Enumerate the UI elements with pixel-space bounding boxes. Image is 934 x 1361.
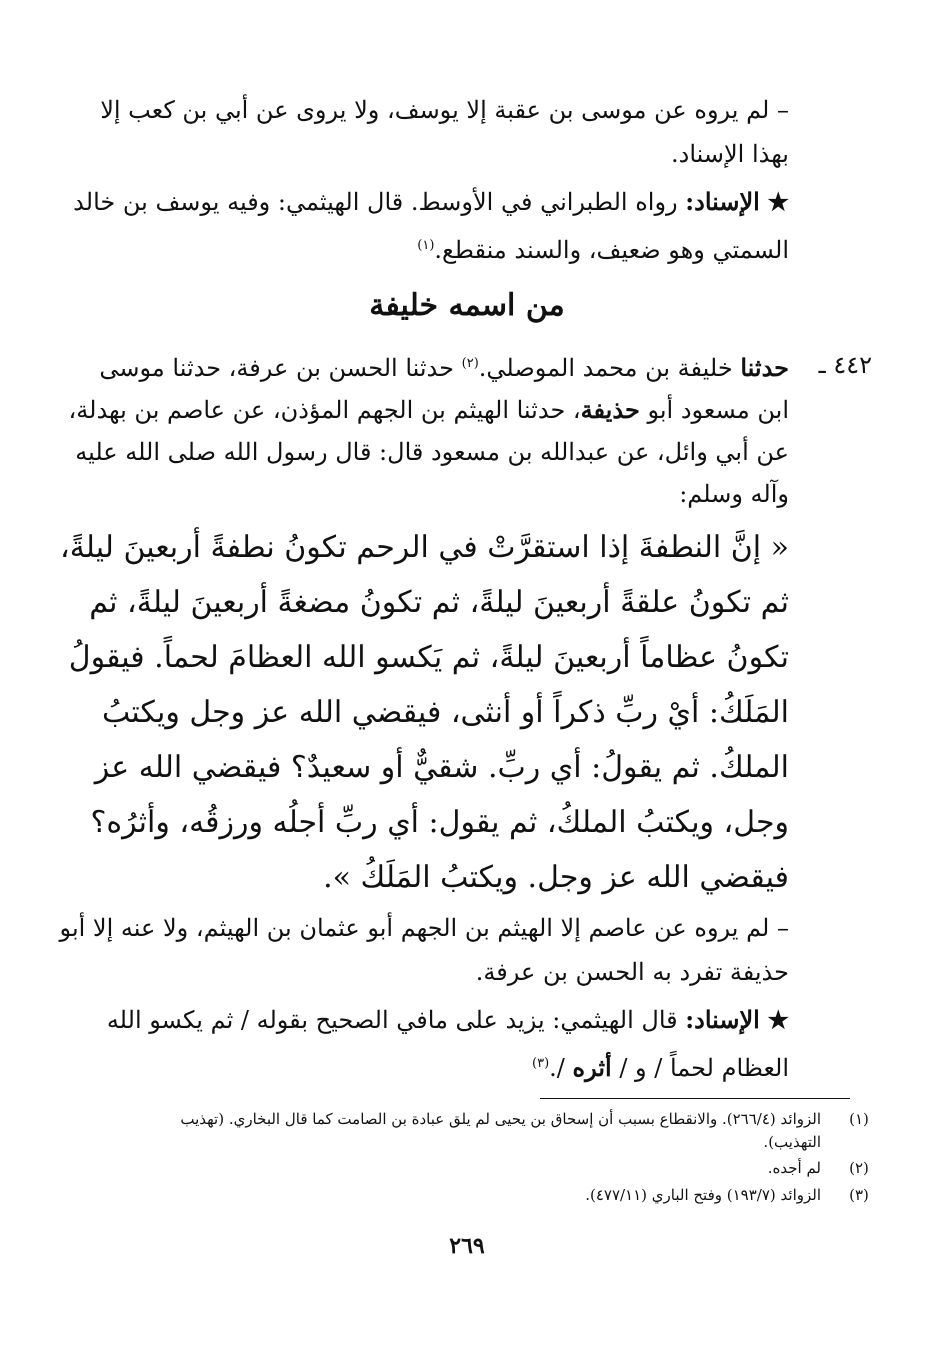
isnad-1-text-1: رواه الطبراني في الأوسط. قال الهيثمي: وفيه يوسف بن خالد [73,188,678,216]
matn-line-5: الملكُ. ثم يقولُ: أي ربِّ. شقيٌّ أو سعيدٌ؟ فيقضي الله عز [94,750,789,785]
hadith-matn [60,520,789,905]
matn-line-4: المَلَكُ: أيْ ربِّ ذكراً أو أنثى، فيقضي الله عز وجل ويكتبُ [101,695,789,730]
isnad-1-star: ★ [767,187,789,216]
hadith-number: ٤٤٢ ـ [818,351,872,379]
footnote-1-line-1: الزوائد (٢٦٦/٤). والانقطاع بسبب أن إسحاق بن يحيى لم يلق عبادة بن الصامت كما قال البخاري. (تهذيب [180,1110,821,1128]
chain-line-2a: ابن مسعود أبو [647,396,789,424]
isnad-2-line-1 [106,998,789,1042]
footnote-ref-1[interactable]: (١) [417,238,435,253]
isnad-1-line-2 [109,224,789,272]
footnote-3 [99,1184,879,1207]
isnad-1-line-1 [73,180,789,224]
footnote-ref-2[interactable]: (٢) [461,356,479,371]
footnote-1-number: (١) [849,1110,869,1128]
pre-note [100,88,789,176]
chain-line-2-bold: حذيفة [580,395,640,424]
post-note [59,906,789,994]
footnote-3-number: (٣) [849,1186,869,1204]
chain-line-2b: ، حدثنا الهيثم بن الجهم المؤذن، عن عاصم بن بهدلة، [68,396,581,424]
isnad-2-text-2a: العظام لحماً / و / [619,1054,789,1082]
matn-line-1: « إنَّ النطفةَ إذا استقرَّتْ في الرحم تكونُ نطفةً أربعينَ ليلةً، [60,530,789,565]
isnad-1 [73,180,789,272]
post-note-line-1: – لم يروه عن عاصم إلا الهيثم بن الجهم أبو عثمان بن الهيثم، ولا عنه إلا أبو [59,914,789,942]
isnad-2-bold: أثره [572,1053,612,1082]
section-heading: من اسمه خليفة [369,288,565,323]
chain-line-1a: خليفة بن محمد الموصلي. [478,354,733,382]
chain-line-1 [99,343,789,389]
post-note-line-2: حذيفة تفرد به الحسن بن عرفة. [475,958,789,986]
isnad-2-label: الإسناد: [685,1005,760,1034]
footnote-ref-3[interactable]: (٣) [532,1056,550,1071]
isnad-2-star: ★ [767,1005,789,1034]
matn-line-6: وجل، ويكتبُ الملكُ، ثم يقول: أي ربِّ أجلُه ورزقُه، وأثرُه؟ [90,805,789,840]
isnad-2-text-1: قال الهيثمي: يزيد على مافي الصحيح بقوله / ثم يكسو الله [106,1006,678,1034]
chain-line-4: وآله وسلم: [679,480,789,508]
pre-note-line-2: بهذا الإسناد. [671,140,789,168]
chain-line-1b: حدثنا الحسن بن عرفة، حدثنا موسى [99,354,454,382]
matn-line-7: فيقضي الله عز وجل. ويكتبُ المَلَكُ ». [323,860,789,895]
footnote-3-line-1: الزوائد (١٩٣/٧) وفتح الباري (٤٧٧/١١). [585,1186,821,1204]
matn-line-3: تكونُ عظاماً أربعينَ ليلةً، ثم يَكسو الله العظامَ لحماً. فيقولُ [68,640,789,675]
footnote-1-line-2: التهذيب). [763,1133,821,1151]
footnote-2 [99,1157,879,1180]
isnad-2-text-2b: /. [549,1054,565,1082]
chain-line-2 [68,389,789,431]
isnad-1-label: الإسناد: [685,187,760,216]
isnad-2 [106,998,789,1090]
footnote-2-line-1: لم أجده. [767,1159,821,1177]
hadith-chain [68,343,789,515]
chain-line-3: عن أبي وائل، عن عبدالله بن مسعود قال: قال رسول الله صلى الله عليه [75,438,789,466]
pre-note-line-1: – لم يروه عن موسى بن عقبة إلا يوسف، ولا يروى عن أبي بن كعب إلا [100,96,789,124]
matn-line-2: ثم تكونُ علقةً أربعينَ ليلةً، ثم تكونُ مضغةً أربعينَ ليلةً، ثم [89,585,789,620]
isnad-2-line-2 [109,1042,789,1090]
footnote-2-number: (٢) [849,1159,869,1177]
chain-lead: حدثنا [740,353,789,382]
page-number: ٢٦٩ [449,1233,485,1259]
footnote-1 [99,1108,879,1154]
footnote-separator [540,1098,850,1099]
isnad-1-text-2: السمتي وهو ضعيف، والسند منقطع. [434,236,789,264]
